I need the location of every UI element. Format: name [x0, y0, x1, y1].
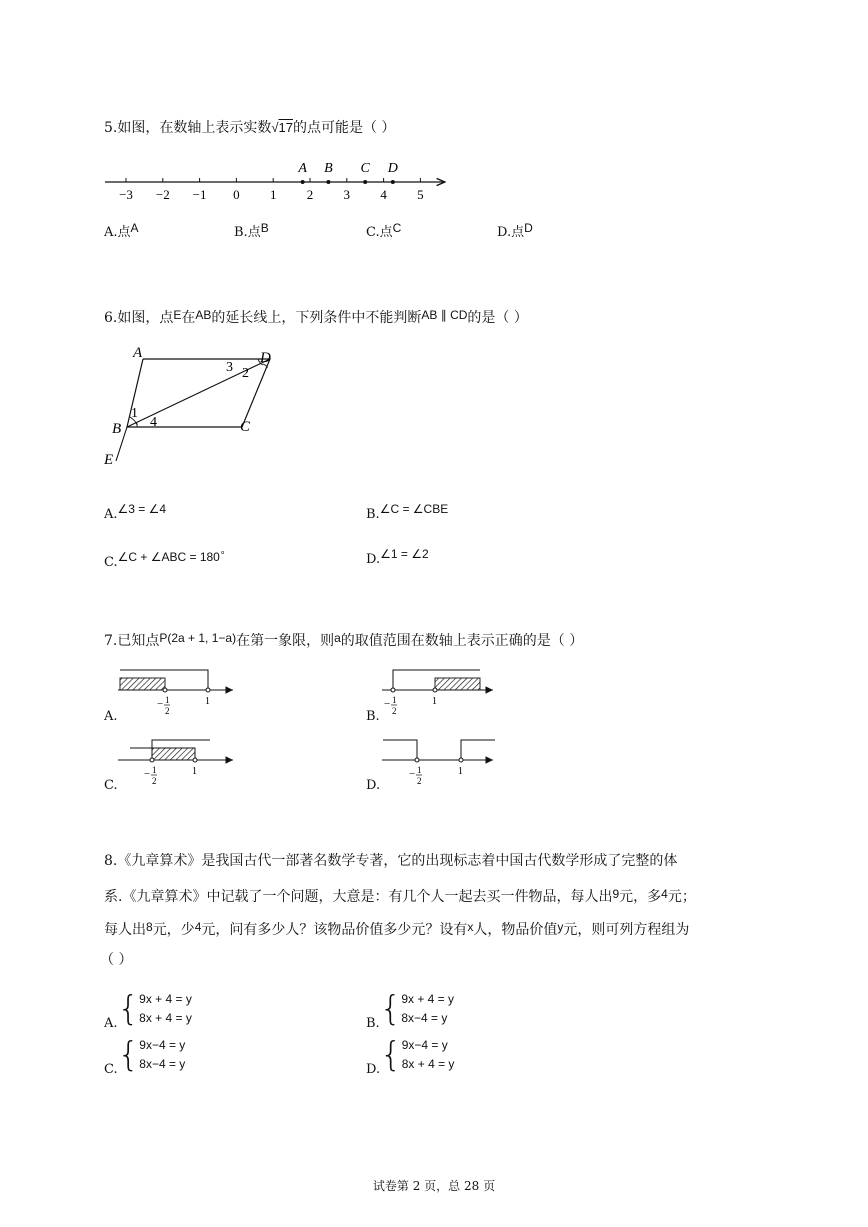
q7-figure-b — [382, 670, 493, 716]
tick-label: 0 — [233, 187, 240, 202]
open-dot-one — [206, 688, 210, 692]
left-brace-icon: { — [117, 1035, 140, 1075]
bracket-gt-1 — [461, 740, 495, 760]
q5-stem — [104, 119, 395, 137]
q6-option-a[interactable] — [104, 502, 166, 522]
tick-one: 1 — [192, 766, 197, 777]
option-math: ∠C + ∠ABC = 180 — [117, 550, 220, 564]
equation-2: 8x + 4 = y — [401, 1057, 455, 1071]
tick-one: 1 — [432, 696, 437, 707]
q7-option-c[interactable]: C. — [104, 778, 118, 793]
label-b: B — [112, 421, 122, 437]
q7-figures — [100, 660, 500, 800]
point-c — [363, 180, 367, 184]
sqrt-17: √17 — [271, 120, 293, 135]
tick-num: 1 — [417, 765, 422, 775]
tick-num: 1 — [152, 765, 157, 775]
option-letter: D. — [366, 1061, 381, 1077]
tick-neg-sign: − — [144, 768, 151, 780]
equation-system — [402, 1036, 455, 1074]
q7-option-b[interactable]: B. — [366, 709, 380, 724]
tick-neg-sign: − — [157, 698, 164, 710]
tick-den: 2 — [417, 776, 422, 786]
tick-label: −2 — [155, 187, 170, 202]
q8-line-4: （ ） — [100, 952, 133, 968]
q6-option-b[interactable] — [366, 502, 448, 522]
open-dot-one — [433, 688, 437, 692]
q5-number-line — [100, 155, 460, 205]
q6-math-e: E — [173, 308, 182, 322]
option-letter: C. — [104, 555, 118, 570]
tick-label: 1 — [269, 187, 277, 202]
q6-option-d[interactable] — [366, 547, 429, 567]
equation-2: 8x−4 = y — [139, 1057, 186, 1071]
equation-2: 8x + 4 = y — [139, 1011, 192, 1025]
option-math: B — [260, 221, 269, 235]
option-letter: C. — [366, 225, 380, 240]
label-a: A — [133, 345, 143, 361]
q5-option-a[interactable] — [104, 221, 139, 240]
q5-stem-post: 的点可能是（ ） — [292, 120, 396, 136]
q5-stem-pre: 5.如图，在数轴上表示实数 — [104, 120, 272, 136]
bracket-lt-neg-half — [383, 740, 417, 760]
equation-2: 8x−4 = y — [401, 1011, 448, 1025]
equation-1: 9x + 4 = y — [401, 992, 455, 1006]
q7-math-a: a — [334, 631, 341, 645]
hatched-region — [435, 678, 480, 690]
label-angle-1: 1 — [131, 406, 138, 421]
tick-label: −3 — [119, 187, 133, 202]
q8-math-8: 8 — [146, 920, 153, 934]
option-math: A — [130, 221, 139, 235]
q5-option-b[interactable] — [234, 221, 269, 240]
label-c: C — [240, 419, 251, 435]
option-text: 点 — [117, 225, 131, 240]
option-letter: B. — [366, 507, 380, 522]
q6-math-parallel: AB ∥ CD — [421, 308, 468, 322]
equation-system — [139, 1036, 185, 1074]
q5-option-d[interactable] — [497, 221, 533, 240]
hatched-region — [152, 748, 195, 760]
q8-line-3e: 元，则可列方程组为 — [563, 922, 690, 938]
degree-sign: ∘ — [219, 547, 226, 557]
q8-line-3c: 元，问有多少人？该物品价值多少元？设有 — [201, 922, 468, 938]
tick-den: 2 — [152, 776, 157, 786]
q8-line-3d: 人，物品价值 — [473, 922, 558, 938]
open-dot-neg-half — [391, 688, 395, 692]
q8-math-4b: 4 — [194, 920, 202, 934]
tick-num: 1 — [165, 695, 170, 705]
q7-figure-c — [118, 740, 233, 786]
q8-line-2-text: 系.《九章算术》中记载了一个问题，大意是：有几个人一起去买一件物品，每人出 — [104, 889, 613, 905]
point-label-a: A — [298, 161, 307, 176]
open-dot-one — [459, 758, 463, 762]
tick-num: 1 — [392, 695, 397, 705]
label-angle-2: 2 — [242, 366, 249, 381]
q8-line-3b: 元，少 — [152, 922, 195, 938]
q7-figure-d — [382, 740, 495, 786]
q6-math-ab: AB — [195, 308, 212, 322]
tick-neg-sign: − — [409, 768, 416, 780]
option-letter: D. — [497, 225, 512, 240]
q6-stem-b: 在 — [181, 310, 196, 326]
q8-line-2b: 元，多 — [619, 889, 662, 905]
point-b — [326, 180, 330, 184]
point-a — [301, 180, 305, 184]
q7-math-point: P(2a + 1, 1−a) — [159, 631, 237, 645]
option-math: D — [524, 221, 533, 235]
option-letter: D. — [366, 552, 381, 567]
option-math: ∠C = ∠CBE — [379, 502, 449, 516]
left-brace-icon: { — [117, 989, 140, 1029]
left-brace-icon: { — [379, 989, 402, 1029]
option-letter: B. — [366, 1015, 380, 1031]
option-letter: A. — [104, 1015, 118, 1031]
option-text: 点 — [247, 225, 261, 240]
q5-option-c[interactable] — [366, 221, 401, 240]
open-dot-neg-half — [150, 758, 154, 762]
q8-option-d[interactable] — [366, 1035, 455, 1077]
q6-stem-c: 的延长线上，下列条件中不能判断 — [211, 310, 422, 326]
q7-figure-a — [118, 670, 233, 716]
open-dot-neg-half — [163, 688, 167, 692]
q6-figure — [100, 340, 290, 475]
tick-label: 2 — [306, 187, 314, 202]
q8-option-c[interactable] — [104, 1035, 186, 1077]
point-d — [391, 180, 395, 184]
q8-option-a[interactable] — [104, 989, 192, 1031]
tick-neg-sign: − — [384, 698, 391, 710]
tick-one: 1 — [458, 766, 463, 777]
option-text: 点 — [379, 225, 393, 240]
tick-label: −1 — [192, 187, 207, 202]
q6-stem-d: 的是（ ） — [467, 310, 528, 326]
q8-math-9: 9 — [612, 887, 620, 901]
open-dot-one — [193, 758, 197, 762]
q8-math-x: x — [467, 920, 474, 934]
option-letter: A. — [104, 507, 118, 522]
q7-stem — [104, 629, 583, 650]
equation-1: 9x + 4 = y — [139, 992, 192, 1006]
q8-line-3a: 每人出 — [104, 922, 146, 938]
point-label-d: D — [387, 161, 398, 176]
q7-stem-a: 7.已知点 — [104, 633, 160, 649]
q7-option-d[interactable]: D. — [366, 778, 381, 793]
q8-math-4a: 4 — [661, 887, 668, 901]
tick-den: 2 — [392, 706, 397, 716]
option-letter: B. — [234, 225, 248, 240]
sqrt-radicand: 17 — [278, 120, 293, 135]
tick-label: 5 — [417, 187, 424, 202]
point-label-b: B — [324, 161, 333, 176]
q6-option-c[interactable] — [104, 547, 226, 570]
option-math: C — [392, 221, 402, 235]
option-text: 点 — [511, 225, 525, 240]
equation-system — [401, 990, 454, 1028]
point-label-c: C — [360, 161, 370, 176]
q8-option-b[interactable] — [366, 989, 455, 1031]
equation-1: 9x−4 = y — [401, 1038, 448, 1052]
q7-stem-b: 在第一象限，则 — [236, 633, 335, 649]
q8-line-1: 8.《九章算术》是我国古代一部著名数学专著，它的出现标志着中国古代数学形成了完整的体 — [104, 853, 678, 869]
q6-stem — [104, 306, 528, 327]
q8-line-3 — [104, 918, 689, 939]
option-math: ∠1 = ∠2 — [380, 547, 429, 561]
q6-stem-a: 6.如图，点 — [104, 310, 174, 326]
option-letter: C. — [104, 1061, 118, 1077]
label-e: E — [104, 452, 114, 468]
q7-option-a[interactable]: A. — [104, 709, 118, 724]
equation-system — [139, 990, 192, 1028]
tick-den: 2 — [165, 706, 170, 716]
q8-line-2 — [104, 885, 696, 906]
hatched-region — [120, 678, 165, 690]
tick-label: 4 — [380, 187, 387, 202]
tick-one: 1 — [205, 696, 210, 707]
open-dot-neg-half — [415, 758, 419, 762]
page-footer: 试卷第 2 页，总 28 页 — [372, 1179, 496, 1193]
q8-line-2c: 元； — [667, 889, 696, 905]
option-math: ∠3 = ∠4 — [117, 502, 167, 516]
q8-math-y: y — [557, 920, 564, 934]
label-angle-4: 4 — [150, 415, 157, 430]
option-letter: A. — [104, 225, 118, 240]
q7-stem-c: 的取值范围在数轴上表示正确的是（ ） — [340, 633, 584, 649]
label-angle-3: 3 — [226, 360, 233, 375]
label-d: D — [260, 350, 271, 366]
left-brace-icon: { — [380, 1035, 402, 1075]
equation-1: 9x−4 = y — [139, 1038, 186, 1052]
tick-label: 3 — [343, 187, 351, 202]
